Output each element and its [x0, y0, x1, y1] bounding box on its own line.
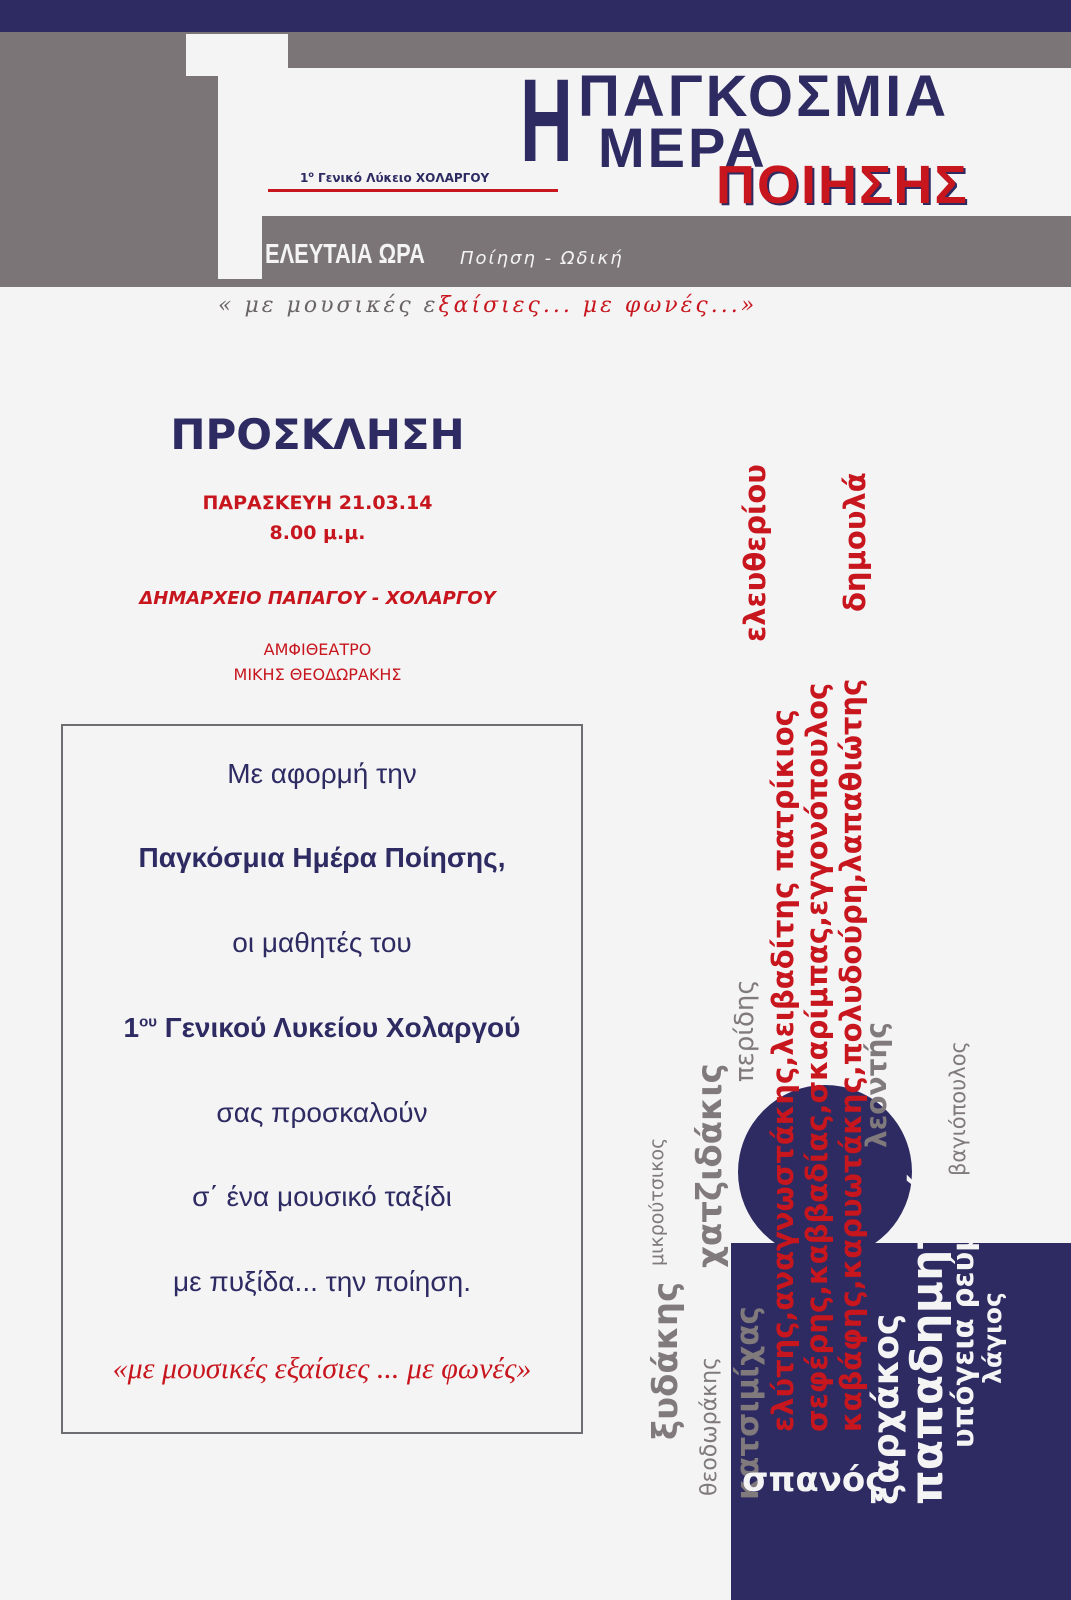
event-time: 8.00 μ.μ.	[269, 522, 366, 544]
word-vagiopoulos: βαγιόπουλος	[946, 1041, 970, 1176]
word-theodorakis: θεοδωράκης	[697, 1357, 722, 1496]
genre-label: Ποίηση - Ωδική	[460, 248, 624, 269]
message-line-7: με πυξίδα... την ποίηση.	[172, 1266, 471, 1297]
header-divider	[528, 218, 1048, 225]
message-box	[61, 724, 583, 1434]
word-spanos: σπανός	[742, 1460, 886, 1500]
message-line-6: σ΄ ένα μουσικό ταξίδι	[192, 1181, 452, 1212]
word-lagios: λάγιος	[978, 1292, 1007, 1384]
word-katsimixas: κατσιμίχας	[730, 1306, 766, 1500]
word-xydakis: ξυδάκης	[646, 1281, 686, 1440]
school-name: $1^o$ Γενικό Λύκειο ΧΟΛΑΡΓΟΥ	[300, 170, 490, 185]
word-mikroutsikos: μικρούτσικος	[646, 1137, 668, 1266]
word-leontis: λεοντής	[860, 1021, 893, 1148]
word-sarxakos: ξαρχάκος	[866, 1313, 907, 1505]
message-line-4: $1^{o\upsilon}$ Γενικού Λυκείου Χολαργού	[123, 1012, 521, 1043]
word-ypogeia-reumata: υπόγεια ρεύματα	[946, 1172, 980, 1448]
motto: « με μουσικές εξαίσιες... με φωνές...»	[218, 293, 758, 318]
message-quote: «με μουσικές εξαίσιες ... με φωνές»	[112, 1352, 532, 1385]
title-line-2: ΜΕΡΑ	[598, 116, 768, 179]
word-xatzidakis: χατζιδάκις	[690, 1063, 730, 1268]
guitar-neck-word-3: σεφέρης,καββαδίας,σκαρίμπας,εγγονόπουλος	[800, 682, 834, 1432]
school-underline	[268, 189, 558, 192]
message-line-3: οι μαθητές του	[232, 927, 412, 958]
message-line-5: σας προσκαλούν	[216, 1097, 428, 1128]
hall-line-1: ΑΜΦΙΘΕΑΤΡΟ	[263, 640, 372, 659]
event-date: ΠΑΡΑΣΚΕΥΗ 21.03.14	[202, 492, 433, 514]
title-line-3: ΠΟΙΗΣΗΣ	[716, 155, 969, 215]
guitar-neck-word-5: δημουλά	[838, 472, 872, 612]
hall-line-2: ΜΙΚΗΣ ΘΕΟΔΩΡΑΚΗΣ	[233, 665, 402, 684]
guitar-neck-word-1: ελευθερίου	[738, 464, 772, 642]
word-papadimitriou: παπαδημητρίου	[902, 1113, 953, 1505]
message-line-1: Με αφορμή την	[227, 758, 417, 789]
title-big-letter: Η	[520, 55, 573, 187]
teleutaia-ora-label: ΕΛΕΥΤΑΙΑ ΩΡΑ	[265, 238, 425, 269]
word-peridis: περίδης	[730, 979, 760, 1082]
title-line-1: ΠΑΓΚΟΣΜΙΑ	[578, 64, 950, 129]
guitar-neck-word-2: ελύτης,αναγνωστάκης,λειβαδίτης πατρίκιος	[766, 709, 800, 1432]
big-letter-t-stem	[218, 34, 262, 279]
guitar-neck-word-4: καβάφης,καρυωτάκης,πολυδούρη,λαπαθιώτης	[834, 678, 868, 1432]
message-line-2: Παγκόσμια Ημέρα Ποίησης,	[138, 842, 506, 873]
top-bar	[0, 0, 1071, 32]
event-venue: ΔΗΜΑΡΧΕΙΟ ΠΑΠΑΓΟΥ - ΧΟΛΑΡΓΟΥ	[139, 588, 496, 609]
invitation-title: ΠΡΟΣΚΛΗΣΗ	[170, 410, 465, 459]
